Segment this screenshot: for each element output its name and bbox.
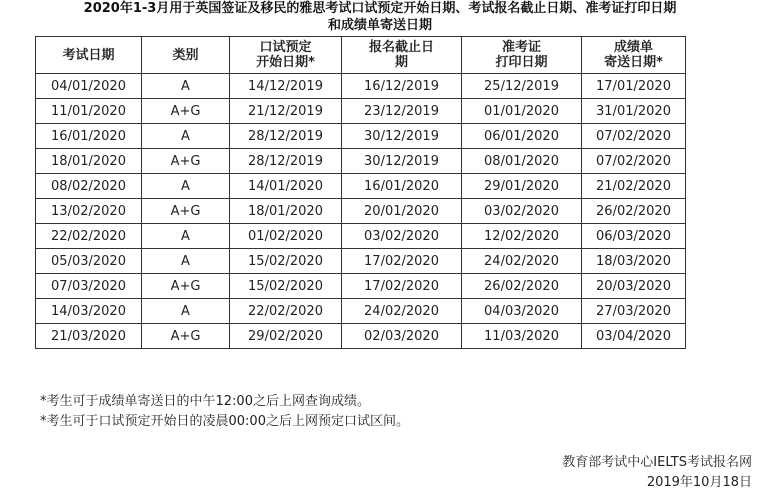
table-row [36,324,686,349]
cell-category: A+G [142,324,230,349]
header-admission-ticket-print-line1: 准考证 [501,40,541,55]
cell-admission-ticket-print: 08/01/2020 [462,149,582,174]
cell-category: A+G [142,149,230,174]
cell-registration-deadline: 03/02/2020 [342,224,462,249]
cell-speaking-booking-start: 22/02/2020 [230,299,342,324]
exam-schedule-table [35,36,686,349]
cell-admission-ticket-print: 26/02/2020 [462,274,582,299]
header-speaking-booking-start-line1: 口试预定 [259,40,312,55]
header-category [142,37,230,74]
cell-speaking-booking-start: 14/01/2020 [230,174,342,199]
cell-admission-ticket-print: 29/01/2020 [462,174,582,199]
table-row [36,249,686,274]
cell-exam-date: 16/01/2020 [36,124,142,149]
cell-exam-date: 18/01/2020 [36,149,142,174]
header-admission-ticket-print-line2: 打印日期 [495,55,548,70]
header-exam-date [36,37,142,74]
table-header-row [36,37,686,74]
cell-registration-deadline: 30/12/2019 [342,149,462,174]
cell-speaking-booking-start: 28/12/2019 [230,124,342,149]
cell-speaking-booking-start: 29/02/2020 [230,324,342,349]
cell-exam-date: 13/02/2020 [36,199,142,224]
cell-exam-date: 07/03/2020 [36,274,142,299]
cell-score-report-mailing: 18/03/2020 [582,249,686,274]
cell-speaking-booking-start: 28/12/2019 [230,149,342,174]
cell-registration-deadline: 23/12/2019 [342,99,462,124]
cell-registration-deadline: 17/02/2020 [342,249,462,274]
header-registration-deadline-line1: 报名截止日 [368,40,434,55]
cell-admission-ticket-print: 01/01/2020 [462,99,582,124]
cell-exam-date: 22/02/2020 [36,224,142,249]
table-row [36,274,686,299]
footer-organization: 教育部考试中心IELTS考试报名网 [562,455,752,470]
cell-category: A+G [142,99,230,124]
cell-exam-date: 11/01/2020 [36,99,142,124]
cell-score-report-mailing: 06/03/2020 [582,224,686,249]
cell-score-report-mailing: 21/02/2020 [582,174,686,199]
cell-category: A [142,124,230,149]
table-row [36,74,686,99]
header-admission-ticket-print [462,37,582,74]
cell-category: A [142,299,230,324]
cell-speaking-booking-start: 18/01/2020 [230,199,342,224]
cell-category: A [142,74,230,99]
table-row [36,299,686,324]
cell-registration-deadline: 20/01/2020 [342,199,462,224]
cell-admission-ticket-print: 25/12/2019 [462,74,582,99]
table-row [36,174,686,199]
cell-score-report-mailing: 31/01/2020 [582,99,686,124]
cell-exam-date: 08/02/2020 [36,174,142,199]
cell-admission-ticket-print: 03/02/2020 [462,199,582,224]
header-score-report-mailing [582,37,686,74]
header-category-text: 类别 [172,47,199,63]
cell-registration-deadline: 24/02/2020 [342,299,462,324]
cell-category: A [142,249,230,274]
header-score-report-mailing-line2: 寄送日期* [604,55,663,70]
cell-category: A [142,224,230,249]
cell-category: A+G [142,274,230,299]
cell-category: A [142,174,230,199]
cell-admission-ticket-print: 04/03/2020 [462,299,582,324]
cell-admission-ticket-print: 12/02/2020 [462,224,582,249]
cell-score-report-mailing: 07/02/2020 [582,124,686,149]
cell-score-report-mailing: 17/01/2020 [582,74,686,99]
header-exam-date-text: 考试日期 [62,47,115,63]
cell-registration-deadline: 02/03/2020 [342,324,462,349]
header-speaking-booking-start-line2: 开始日期* [256,55,315,70]
cell-exam-date: 05/03/2020 [36,249,142,274]
cell-speaking-booking-start: 21/12/2019 [230,99,342,124]
header-registration-deadline [342,37,462,74]
cell-exam-date: 04/01/2020 [36,74,142,99]
cell-speaking-booking-start: 01/02/2020 [230,224,342,249]
note-speaking-booking: *考生可于口试预定开始日的凌晨00:00之后上网预定口试区间。 [40,414,409,429]
table-row [36,124,686,149]
header-speaking-booking-start [230,37,342,74]
cell-registration-deadline: 17/02/2020 [342,274,462,299]
footer-date: 2019年10月18日 [646,475,752,490]
cell-admission-ticket-print: 06/01/2020 [462,124,582,149]
document-title-line-2: 和成绩单寄送日期 [327,18,432,33]
cell-speaking-booking-start: 14/12/2019 [230,74,342,99]
table-row [36,149,686,174]
header-registration-deadline-line2: 期 [394,55,408,70]
cell-score-report-mailing: 26/02/2020 [582,199,686,224]
cell-exam-date: 21/03/2020 [36,324,142,349]
cell-registration-deadline: 16/01/2020 [342,174,462,199]
header-score-report-mailing-line1: 成绩单 [613,40,653,55]
note-score-query: *考生可于成绩单寄送日的中午12:00之后上网查询成绩。 [40,394,370,409]
cell-category: A+G [142,199,230,224]
table-row [36,199,686,224]
cell-score-report-mailing: 07/02/2020 [582,149,686,174]
cell-registration-deadline: 16/12/2019 [342,74,462,99]
cell-score-report-mailing: 20/03/2020 [582,274,686,299]
cell-speaking-booking-start: 15/02/2020 [230,274,342,299]
cell-admission-ticket-print: 11/03/2020 [462,324,582,349]
table-row [36,99,686,124]
cell-score-report-mailing: 03/04/2020 [582,324,686,349]
cell-registration-deadline: 30/12/2019 [342,124,462,149]
cell-exam-date: 14/03/2020 [36,299,142,324]
cell-speaking-booking-start: 15/02/2020 [230,249,342,274]
cell-admission-ticket-print: 24/02/2020 [462,249,582,274]
document-title-line-1: 2020年1-3月用于英国签证及移民的雅思考试口试预定开始日期、考试报名截止日期、准考证打印日期 [83,1,677,16]
cell-score-report-mailing: 27/03/2020 [582,299,686,324]
table-row [36,224,686,249]
